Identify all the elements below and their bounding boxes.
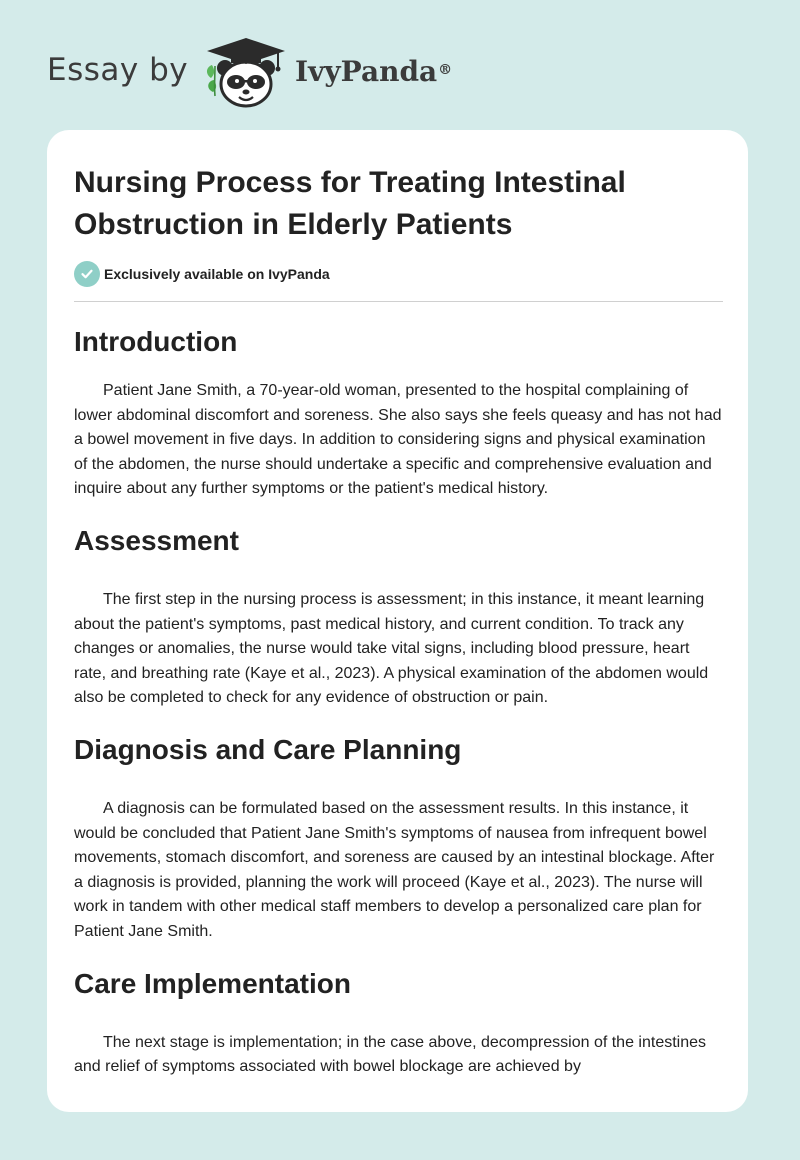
badge-text: Exclusively available on IvyPanda xyxy=(104,266,330,282)
section-paragraph-introduction: Patient Jane Smith, a 70-year-old woman, presented to the hospital complaining of lower abdominal discomfort and soreness. She also says she feels queasy and has not had a bowel movement in five days. In addition to considering signs and physical examination of the abdomen, the nurse should undertake a specific and comprehensive evaluation and inquire about any further symptoms or the patient's medical history. xyxy=(74,382,722,498)
registered-mark: ® xyxy=(438,62,453,78)
section-heading-introduction: Introduction xyxy=(74,326,238,357)
panda-graduate-logo-icon[interactable] xyxy=(203,34,289,110)
section-heading-assessment: Assessment xyxy=(74,524,239,556)
essay-content xyxy=(74,130,723,1080)
section-paragraph-assessment: The first step in the nursing process is assessment; in this instance, it meant learning about the patient's symptoms, past medical history, and current condition. To track any changes or anomalies, the nurse would take vital signs, including blood pressure, heart rate, and breathing rate (Kaye et al., 2023). A physical examination of the abdomen would also be completed to check for any evidence of obstruction or pain. xyxy=(74,590,709,707)
section-paragraph-diagnosis: A diagnosis can be formulated based on the assessment results. In this instance, it would be concluded that Patient Jane Smith's symptoms of nausea from infrequent bowel movements, stomach discomfort, and soreness are caused by an intestinal blockage. After a diagnosis is provided, planning the work will proceed (Kaye et al., 2023). The nurse will work in tandem with other medical staff members to develop a personalized care plan for Patient Jane Smith. xyxy=(74,799,715,940)
exclusive-badge xyxy=(74,260,723,288)
site-header xyxy=(0,0,800,120)
section-paragraph-implementation: The next stage is implementation; in the case above, decompression of the intestines and relief of symptoms associated with bowel blockage are achieved by xyxy=(74,1033,707,1076)
brand-prefix: Essay by xyxy=(47,52,189,88)
title-divider xyxy=(74,301,723,302)
check-circle-icon xyxy=(74,261,100,287)
essay-card xyxy=(47,130,748,1112)
brand-name[interactable] xyxy=(295,52,452,92)
brand-name-text: IvyPanda xyxy=(295,55,438,88)
section-heading-implementation: Care Implementation xyxy=(74,967,351,999)
section-heading-diagnosis: Diagnosis and Care Planning xyxy=(74,733,462,765)
essay-title: Nursing Process for Treating Intestinal Obstruction in Elderly Patients xyxy=(74,166,626,241)
